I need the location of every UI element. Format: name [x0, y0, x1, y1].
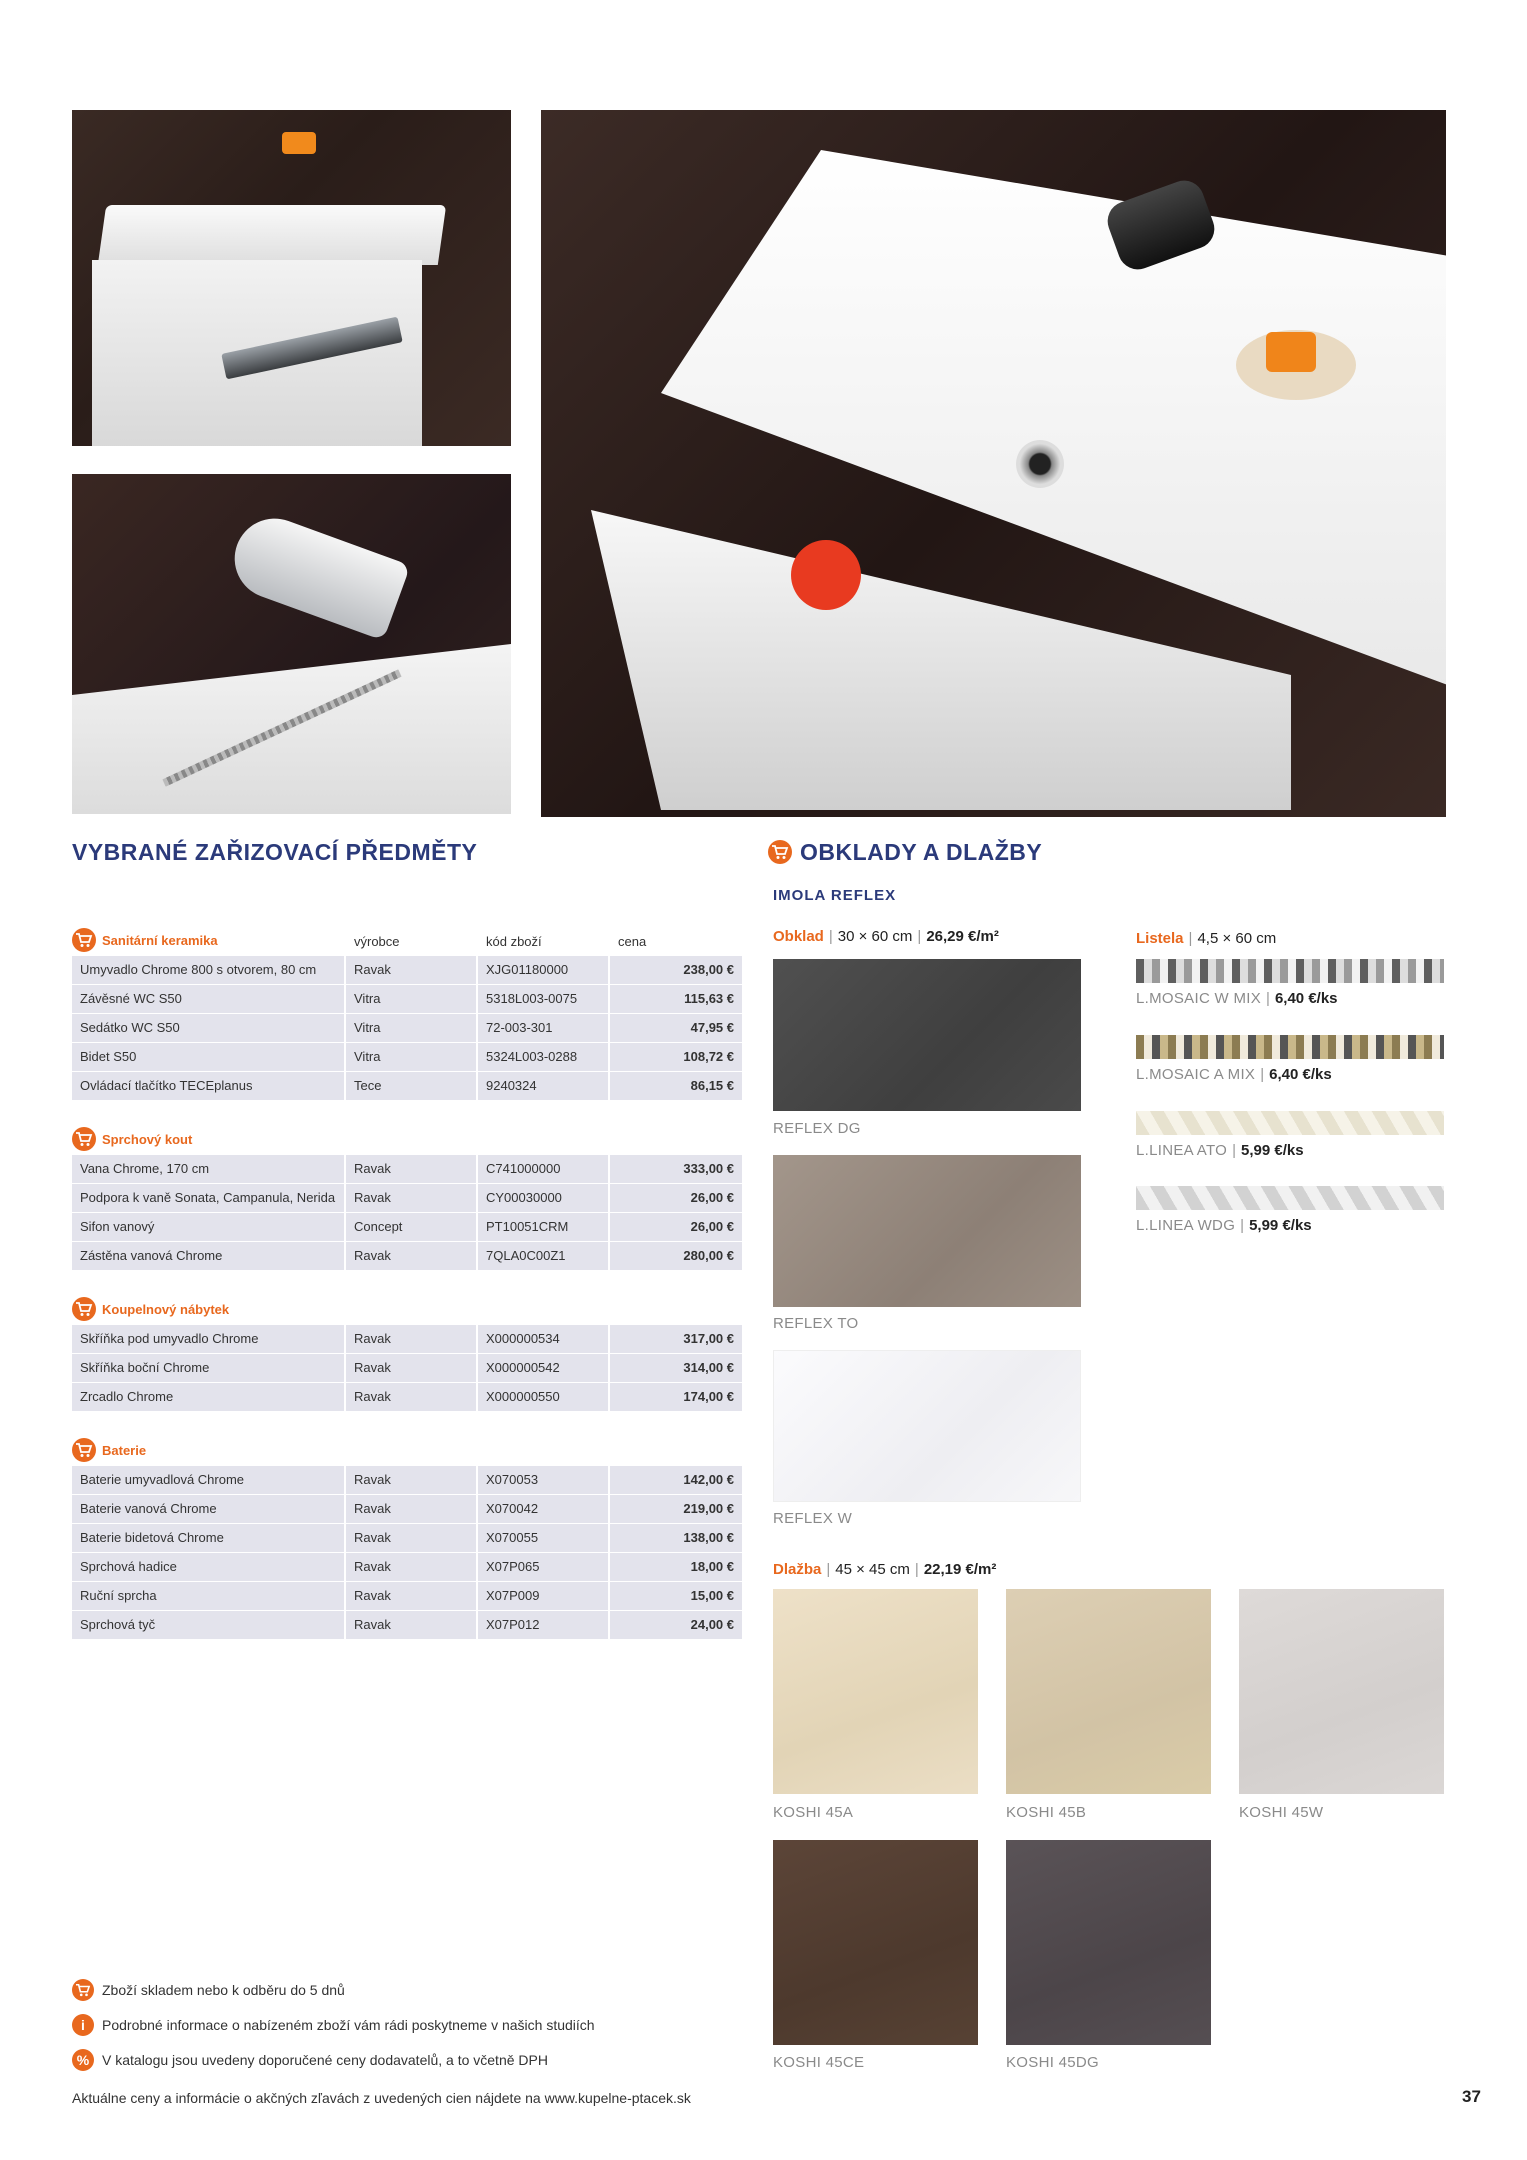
price: 333,00 €	[610, 1155, 742, 1183]
note-text: Zboží skladem nebo k odběru do 5 dnů	[102, 1982, 345, 1998]
floor-tile-koshi-45w	[1239, 1589, 1444, 1794]
dlazba-spec: Dlažba | 45 × 45 cm | 22,19 €/m²	[773, 1561, 997, 1578]
price: 238,00 €	[610, 956, 742, 984]
section-heading-tiles: OBKLADY A DLAŽBY	[800, 839, 1043, 865]
obklad-spec: Obklad | 30 × 60 cm | 26,29 €/m²	[773, 928, 999, 945]
product-name: Podpora k vaně Sonata, Campanula, Nerida	[72, 1184, 344, 1212]
product-name: Závěsné WC S50	[72, 985, 344, 1013]
category	[72, 1127, 192, 1151]
product-code: 72-003-301	[478, 1014, 608, 1042]
cart-icon	[72, 1127, 96, 1151]
manufacturer: Ravak	[346, 1242, 476, 1270]
listela-spec: Listela | 4,5 × 60 cm	[1136, 930, 1277, 947]
product-code: X07P012	[478, 1611, 608, 1639]
manufacturer: Concept	[346, 1213, 476, 1241]
table-group	[72, 1294, 744, 1411]
price: 86,15 €	[610, 1072, 742, 1100]
table-row	[72, 956, 744, 984]
price: 18,00 €	[610, 1553, 742, 1581]
price: 138,00 €	[610, 1524, 742, 1552]
product-name: Bidet S50	[72, 1043, 344, 1071]
product-name: Zástěna vanová Chrome	[72, 1242, 344, 1270]
manufacturer: Ravak	[346, 1582, 476, 1610]
tile-label: KOSHI 45DG	[1006, 2054, 1100, 2071]
tile-swatch-reflex-dg	[773, 959, 1081, 1111]
price: 115,63 €	[610, 985, 742, 1013]
table-group-header	[72, 1294, 744, 1324]
table-row	[72, 1354, 744, 1382]
note-prices	[72, 2049, 548, 2071]
category-label: Sprchový kout	[102, 1131, 193, 1147]
table-row	[72, 1495, 744, 1523]
price: 314,00 €	[610, 1354, 742, 1382]
product-name: Zrcadlo Chrome	[72, 1383, 344, 1411]
floor-tile-koshi-45ce	[773, 1840, 978, 2045]
manufacturer: Vitra	[346, 1014, 476, 1042]
listela-swatch-mosaic-a	[1136, 1035, 1444, 1059]
floor-tile-koshi-45b	[1006, 1589, 1211, 1794]
table-group	[72, 1435, 744, 1639]
price: 47,95 €	[610, 1014, 742, 1042]
product-name: Umyvadlo Chrome 800 s otvorem, 80 cm	[72, 956, 344, 984]
product-name: Baterie umyvadlová Chrome	[72, 1466, 344, 1494]
listela-swatch-linea-wdg	[1136, 1186, 1444, 1210]
percent-icon: %	[72, 2049, 94, 2071]
price: 142,00 €	[610, 1466, 742, 1494]
product-code: 5318L003-0075	[478, 985, 608, 1013]
product-code: X070042	[478, 1495, 608, 1523]
table-row	[72, 1014, 744, 1042]
cart-icon	[72, 1438, 96, 1462]
tile-label: REFLEX W	[773, 1510, 853, 1527]
product-code: X000000534	[478, 1325, 608, 1353]
product-code: X07P009	[478, 1582, 608, 1610]
table-row	[72, 1383, 744, 1411]
cart-icon	[72, 1297, 96, 1321]
price: 108,72 €	[610, 1043, 742, 1071]
series-name: IMOLA REFLEX	[773, 887, 897, 904]
category-label: Baterie	[102, 1442, 147, 1458]
manufacturer: Ravak	[346, 1155, 476, 1183]
table-row	[72, 1553, 744, 1581]
table-row	[72, 1213, 744, 1241]
tile-label: REFLEX TO	[773, 1315, 859, 1332]
table-row	[72, 1242, 744, 1270]
cart-icon	[72, 1979, 94, 2001]
table-row	[72, 1611, 744, 1639]
product-name: Sprchová tyč	[72, 1611, 344, 1639]
manufacturer: Vitra	[346, 985, 476, 1013]
product-code: 5324L003-0288	[478, 1043, 608, 1071]
product-name: Sprchová hadice	[72, 1553, 344, 1581]
manufacturer: Ravak	[346, 1325, 476, 1353]
price: 26,00 €	[610, 1184, 742, 1212]
photo-bath-faucet	[72, 474, 511, 814]
note-info	[72, 2014, 595, 2036]
category	[72, 1438, 146, 1462]
manufacturer: Tece	[346, 1072, 476, 1100]
price: 219,00 €	[610, 1495, 742, 1523]
listela-item: L.LINEA ATO | 5,99 €/ks	[1136, 1142, 1304, 1159]
price: 174,00 €	[610, 1383, 742, 1411]
price: 26,00 €	[610, 1213, 742, 1241]
tile-label: KOSHI 45W	[1239, 1804, 1324, 1821]
manufacturer: Ravak	[346, 1553, 476, 1581]
price: 317,00 €	[610, 1325, 742, 1353]
manufacturer: Ravak	[346, 1184, 476, 1212]
price: 280,00 €	[610, 1242, 742, 1270]
product-name: Sifon vanový	[72, 1213, 344, 1241]
manufacturer: Ravak	[346, 956, 476, 984]
table-row	[72, 1325, 744, 1353]
product-name: Skříňka boční Chrome	[72, 1354, 344, 1382]
product-name: Ovládací tlačítko TECEplanus	[72, 1072, 344, 1100]
table-row	[72, 1582, 744, 1610]
column-header-price: cena	[618, 934, 647, 949]
tile-label: KOSHI 45B	[1006, 1804, 1087, 1821]
manufacturer: Ravak	[346, 1495, 476, 1523]
product-code: XJG01180000	[478, 956, 608, 984]
product-code: X07P065	[478, 1553, 608, 1581]
manufacturer: Vitra	[346, 1043, 476, 1071]
table-row	[72, 1524, 744, 1552]
product-code: C741000000	[478, 1155, 608, 1183]
price: 15,00 €	[610, 1582, 742, 1610]
table-group-header	[72, 925, 744, 955]
tile-swatch-reflex-w	[773, 1350, 1081, 1502]
product-code: CY00030000	[478, 1184, 608, 1212]
manufacturer: Ravak	[346, 1354, 476, 1382]
manufacturer: Ravak	[346, 1611, 476, 1639]
product-code: X070055	[478, 1524, 608, 1552]
product-code: X000000550	[478, 1383, 608, 1411]
table-row	[72, 1184, 744, 1212]
product-code: 7QLA0C00Z1	[478, 1242, 608, 1270]
manufacturer: Ravak	[346, 1524, 476, 1552]
column-header-code: kód zboží	[486, 934, 542, 949]
table-group	[72, 1124, 744, 1270]
tile-label: REFLEX DG	[773, 1120, 861, 1137]
product-code: X070053	[478, 1466, 608, 1494]
listela-swatch-mosaic-w	[1136, 959, 1444, 983]
tile-swatch-reflex-to	[773, 1155, 1081, 1307]
floor-tile-koshi-45dg	[1006, 1840, 1211, 2045]
column-header-manufacturer: výrobce	[354, 934, 400, 949]
table-group	[72, 925, 744, 1100]
product-name: Baterie bidetová Chrome	[72, 1524, 344, 1552]
note-text: V katalogu jsou uvedeny doporučené ceny dodavatelů, a to včetně DPH	[102, 2052, 548, 2068]
tile-label: KOSHI 45A	[773, 1804, 854, 1821]
category	[72, 1297, 229, 1321]
note-stock	[72, 1979, 345, 2001]
cart-icon	[72, 928, 96, 952]
product-name: Vana Chrome, 170 cm	[72, 1155, 344, 1183]
table-group-header	[72, 1124, 744, 1154]
category-label: Koupelnový nábytek	[102, 1301, 230, 1317]
product-code: PT10051CRM	[478, 1213, 608, 1241]
category	[72, 928, 218, 952]
listela-item: L.LINEA WDG | 5,99 €/ks	[1136, 1217, 1312, 1234]
footer-text: Aktuálne ceny a informácie o akčných zľavách z uvedených cien nájdete na www.kupelne-ptacek.sk	[72, 2090, 691, 2106]
product-name: Skříňka pod umyvadlo Chrome	[72, 1325, 344, 1353]
page-number: 37	[1462, 2087, 1481, 2106]
table-row	[72, 1043, 744, 1071]
table-row	[72, 1155, 744, 1183]
tile-label: KOSHI 45CE	[773, 2054, 865, 2071]
note-text: Podrobné informace o nabízeném zboží vám rádi poskytneme v našich studiích	[102, 2017, 595, 2033]
price-table	[72, 925, 744, 1663]
listela-item: L.MOSAIC W MIX | 6,40 €/ks	[1136, 990, 1338, 1007]
manufacturer: Ravak	[346, 1466, 476, 1494]
table-row	[72, 1072, 744, 1100]
table-row	[72, 985, 744, 1013]
category-label: Sanitární keramika	[102, 932, 218, 948]
photo-washbasin-cabinet	[72, 110, 511, 446]
cart-icon	[768, 840, 792, 864]
table-row	[72, 1466, 744, 1494]
listela-item: L.MOSAIC A MIX | 6,40 €/ks	[1136, 1066, 1332, 1083]
section-heading-fixtures: VYBRANÉ ZAŘIZOVACÍ PŘEDMĚTY	[72, 839, 478, 865]
manufacturer: Ravak	[346, 1383, 476, 1411]
floor-tile-koshi-45a	[773, 1589, 978, 1794]
price: 24,00 €	[610, 1611, 742, 1639]
listela-swatch-linea-ato	[1136, 1111, 1444, 1135]
table-group-header	[72, 1435, 744, 1465]
photo-basin-with-drawer	[541, 110, 1446, 817]
product-name: Baterie vanová Chrome	[72, 1495, 344, 1523]
product-name: Ruční sprcha	[72, 1582, 344, 1610]
product-name: Sedátko WC S50	[72, 1014, 344, 1042]
product-code: 9240324	[478, 1072, 608, 1100]
info-icon: i	[72, 2014, 94, 2036]
product-code: X000000542	[478, 1354, 608, 1382]
